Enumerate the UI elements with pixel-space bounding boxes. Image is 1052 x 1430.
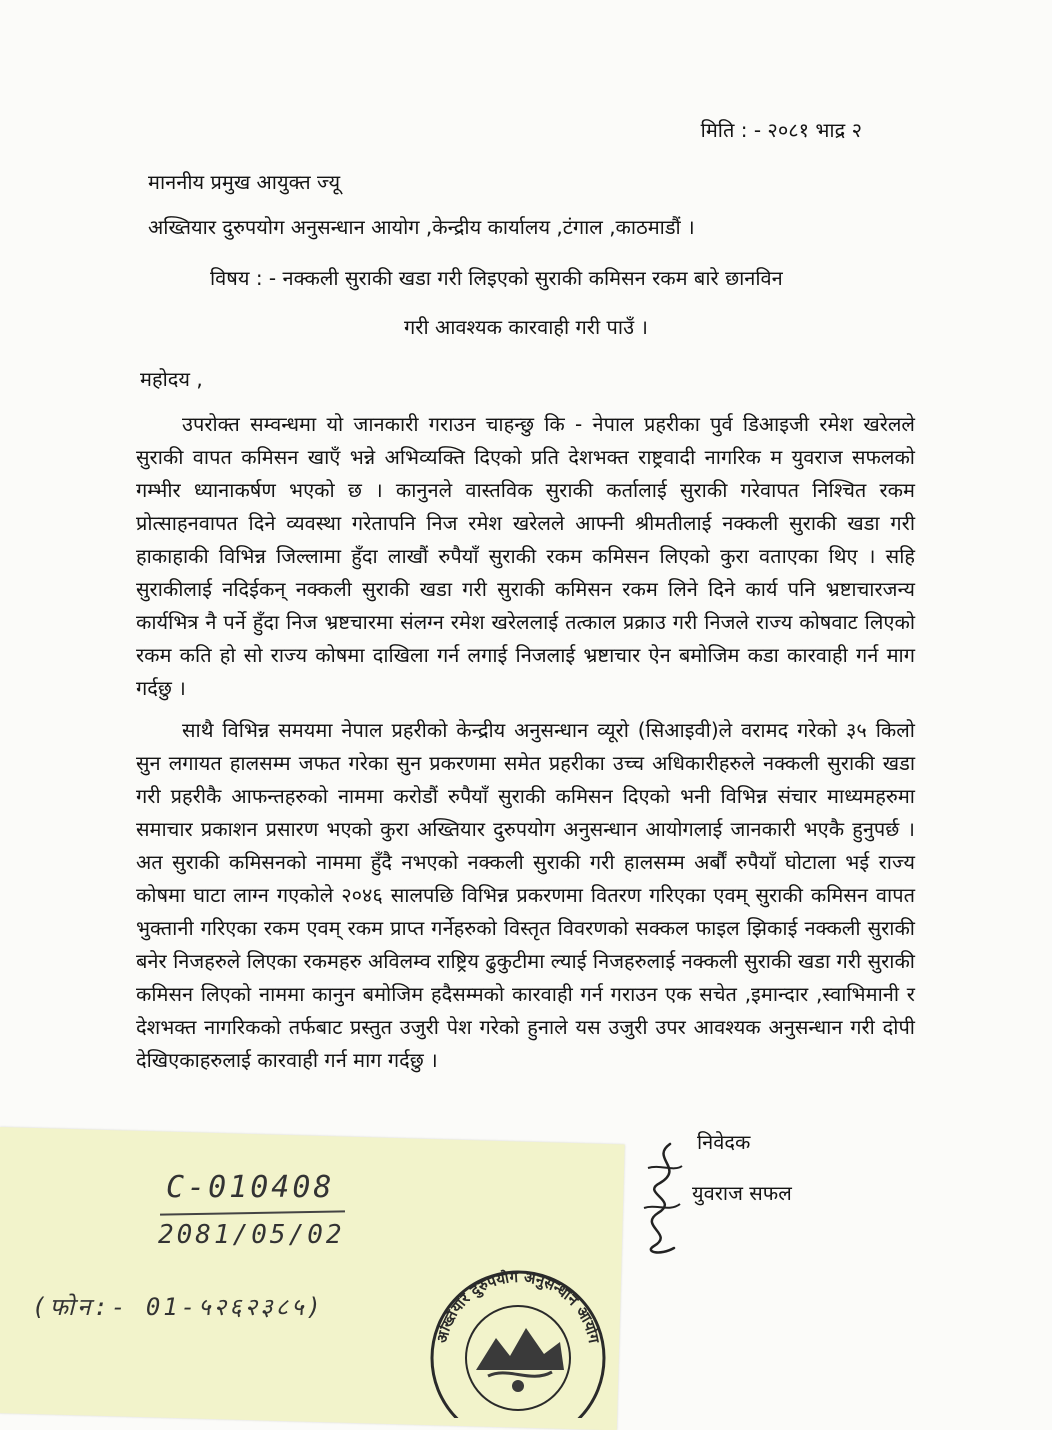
reference-number: 2081/05/02: [158, 1220, 345, 1250]
body-paragraph-2: साथै विभिन्न समयमा नेपाल प्रहरीको केन्द्रीय अनुसन्धान व्यूरो (सिआइवी)ले वरामद गरेको ३५ किलो सुन लगायत हालसम्म जफत गरेका सुन प्रकरणमा समेत प्रहरीका उच्च अधिकारीहरुले नक्कली सुराकी खडा गरी प्रहरीकै आफन्तहरुको नाममा करोडौं रुपैयाँ सुराकी कमिसन दिएको भनी विभिन्न संचार माध्यमहरुमा समाचार प्रकाशन प्रसारण भएको कुरा अख्तियार दुरुपयोग अनुसन्धान आयोगलाई जानकारी भएकै हुनुपर्छ । अत सुराकी कमिसनको नाममा हुँदै नभएको नक्कली सुराकी गरी हालसम्म अर्बौं रुपैयाँ घोटाला भई राज्य कोषमा घाटा लाग्न गएकोले २०४६ सालपछि विभिन्न प्रकरणमा वितरण गरिएका एवम् सुराकी कमिसन वापत भुक्तानी गरिएका रकम एवम् रकम प्राप्त गर्नेहरुको विस्तृत विवरणको सक्कल फाइल झिकाई नक्कली सुराकी बनेर निजहरुले लिएका रकमहरु अविलम्व राष्ट्रिय ढुकुटीमा ल्याई निजहरुलाई नक्कली सुराकी खडा गरी सुराकी कमिसन लिएको नाममा कानुन बमोजिम हदैसम्मको कारवाही गर्न गराउन एक सचेत ,इमान्दार ,स्वाभिमानी र देशभक्त नागरिकको तर्फबाट प्रस्तुत उजुरी पेश गरेको हुनाले यस उजुरी उपर आवश्यक अनुसन्धान गरी दोपी देखिएकाहरुलाई कारवाही गर्न माग गर्दछु ।: [136, 718, 915, 1072]
official-seal-icon: [418, 1258, 618, 1418]
recipient-office: अख्तियार दुरुपयोग अनुसन्धान आयोग ,केन्द्रीय कार्यालय ,टंगाल ,काठमाडौं ।: [148, 215, 695, 239]
addressee: माननीय प्रमुख आयुक्त ज्यू: [148, 170, 341, 194]
salutation: महोदय ,: [140, 367, 203, 391]
applicant-name: युवराज सफल: [692, 1181, 792, 1205]
subject-line-1: विषय : - नक्कली सुराकी खडा गरी लिइएको सुराकी कमिसन रकम बारे छानविन: [210, 266, 783, 290]
letter-date: मिति : - २०८१ भाद्र २: [700, 118, 862, 142]
signature-icon: [630, 1138, 700, 1258]
body-paragraph-1: उपरोक्त सम्वन्धमा यो जानकारी गराउन चाहन्छु कि - नेपाल प्रहरीका पुर्व डिआइजी रमेश खरेलले सुराकी वापत कमिसन खाएँ भन्ने अभिव्यक्ति दिएको प्रति देशभक्त राष्ट्रवादी नागरिक म युवराज सफलको गम्भीर ध्यानाकर्षण भएको छ । कानुनले वास्तविक सुराकी कर्तालाई सुराकी गरेवापत निश्चित रकम प्रोत्साहनवापत दिने व्यवस्था गरेतापनि निज रमेश खरेलले आफ्नी श्रीमतीलाई नक्कली सुराकी खडा गरी हाकाहाकी विभिन्न जिल्लामा हुँदा लाखौं रुपैयाँ सुराकी रकम कमिसन लिएको कुरा वताएका थिए । सहि सुराकीलाई नदिईकन् नक्कली सुराकी खडा गरी सुराकी कमिसन रकम लिने दिने कार्य पनि भ्रष्टाचारजन्य कार्यभित्र नै पर्ने हुँदा निज भ्रष्टचारमा संलग्न रमेश खरेललाई तत्काल प्रक्राउ गरी निजले राज्य कोषवाट लिएको रकम कति हो सो राज्य कोषमा दाखिला गर्न लगाई निजलाई भ्रष्टाचार ऐन बमोजिम कडा कारवाही गर्न माग गर्दछु ।: [136, 412, 915, 700]
seal-text: अख्तियार दुरुपयोग अनुसन्धान आयोग: [432, 1267, 604, 1345]
phone-number: (फोन:- 01-५२६२३८५): [32, 1293, 324, 1321]
subject-line-2: गरी आवश्यक कारवाही गरी पाउँ ।: [404, 315, 648, 339]
case-number: C-010408: [166, 1170, 335, 1205]
applicant-label: निवेदक: [697, 1130, 751, 1154]
